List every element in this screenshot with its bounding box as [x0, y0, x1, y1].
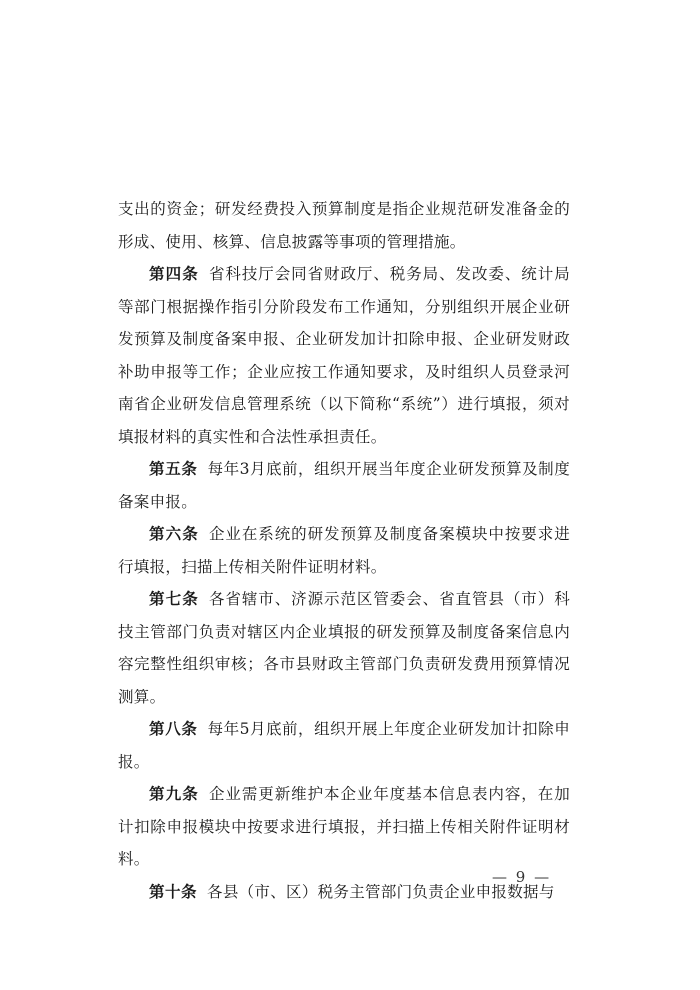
article-5	[118, 453, 570, 518]
paragraph-text: 省科技厅会同省财政厅、税务局、发改委、统计局等部门根据操作指引分阶段发布工作通知，分别组织开展企业研发预算及制度备案申报、企业研发加计扣除申报、企业研发财政补助申报等工作；企业应按工作通知要求，及时组织人员登录河南省企业研发信息管理系统（以下简称“系统”）进行填报，须对填报材料的真实性和合法性承担责任。	[118, 265, 570, 446]
article-heading: 第八条	[149, 720, 198, 738]
article-heading: 第六条	[149, 525, 199, 543]
article-heading: 第四条	[149, 265, 199, 283]
article-heading: 第七条	[149, 590, 199, 608]
paragraph-text: 企业需更新维护本企业年度基本信息表内容，在加计扣除申报模块中按要求进行填报，并扫描上传相关附件证明材料。	[118, 785, 570, 868]
paragraph-text: 每年3月底前，组织开展当年度企业研发预算及制度备案申报。	[118, 460, 570, 511]
paragraph-text: 企业在系统的研发预算及制度备案模块中按要求进行填报，扫描上传相关附件证明材料。	[118, 525, 570, 576]
paragraph-continuation	[118, 193, 570, 258]
page-number: — 9 —	[492, 868, 552, 886]
paragraph-text: 各省辖市、济源示范区管委会、省直管县（市）科技主管部门负责对辖区内企业填报的研发预算及制度备案信息内容完整性组织审核；各市县财政主管部门负责研发费用预算情况测算。	[118, 590, 570, 706]
paragraph-text: 支出的资金；研发经费投入预算制度是指企业规范研发准备金的形成、使用、核算、信息披露等事项的管理措施。	[118, 200, 570, 251]
article-6	[118, 518, 570, 583]
article-9	[118, 778, 570, 876]
article-4	[118, 258, 570, 453]
article-8	[118, 713, 570, 778]
article-7	[118, 583, 570, 713]
article-heading: 第十条	[149, 882, 198, 901]
article-heading: 第九条	[149, 785, 199, 803]
document-body	[118, 193, 570, 908]
article-heading: 第五条	[149, 460, 198, 478]
paragraph-text: 各县（市、区）税务主管部门负责企业申报数据与	[207, 882, 555, 901]
paragraph-text: 每年5月底前，组织开展上年度企业研发加计扣除申报。	[118, 720, 570, 771]
